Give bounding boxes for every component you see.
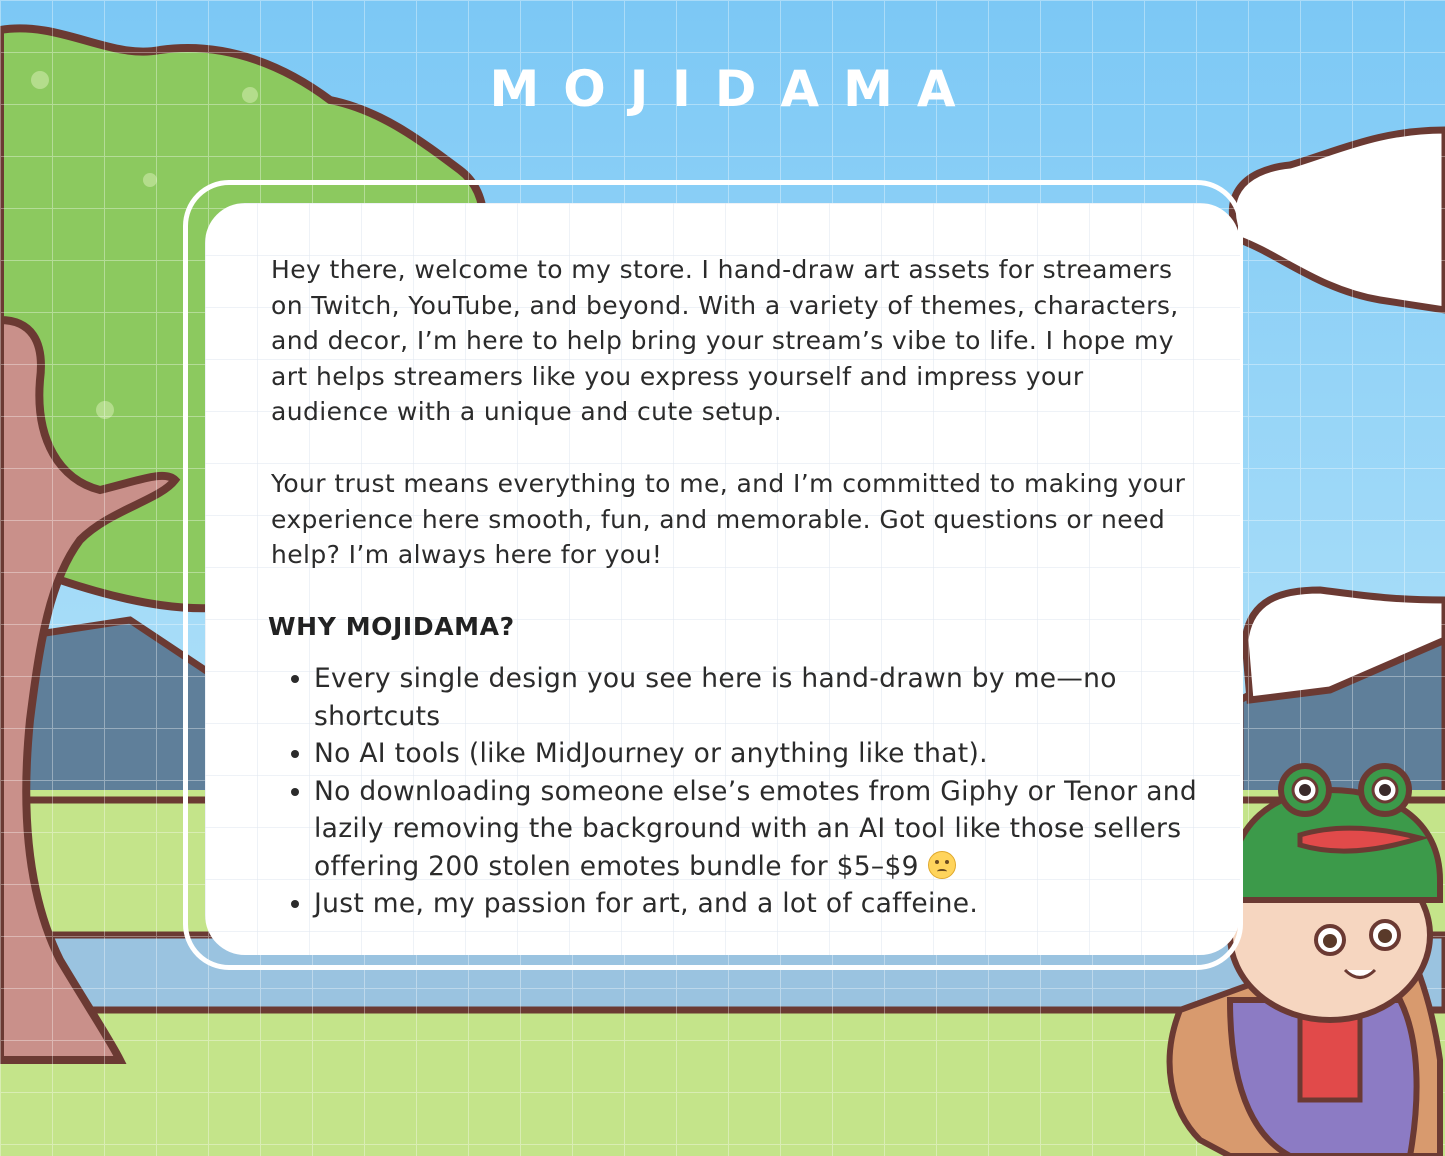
- why-heading: WHY MOJIDAMA?: [268, 612, 515, 641]
- intro-paragraph: Hey there, welcome to my store. I hand-draw art assets for streamers on Twitch, YouTube, and beyond. With a variety of themes, characters, and decor, I’m here to help bring your stream’s vibe to life. I hope my art helps streamers like you express yourself and impress your audience with a unique and cute setup.: [271, 255, 1179, 427]
- list-item-text: No downloading someone else’s emotes from Giphy or Tenor and lazily removing the background with an AI tool like those sellers offering 200 stolen emotes bundle for $5–$9: [314, 775, 1197, 882]
- trust-paragraph: Your trust means everything to me, and I’m committed to making your experience here smooth, fun, and memorable. Got questions or need help? I’m always here for you!: [271, 469, 1186, 570]
- why-list: [270, 660, 1214, 923]
- list-item: [314, 773, 1214, 886]
- list-item-text: Just me, my passion for art, and a lot of caffeine.: [314, 888, 979, 919]
- list-item: [314, 660, 1214, 735]
- brand-title: MOJIDAMA: [489, 60, 980, 118]
- list-item-text: No AI tools (like MidJourney or anything like that).: [314, 738, 988, 769]
- rolling-eyes-emoji-icon: [928, 851, 956, 879]
- list-item: [314, 885, 1214, 923]
- list-item-text: Every single design you see here is hand-drawn by me—no shortcuts: [314, 663, 1117, 732]
- list-item: [314, 735, 1214, 773]
